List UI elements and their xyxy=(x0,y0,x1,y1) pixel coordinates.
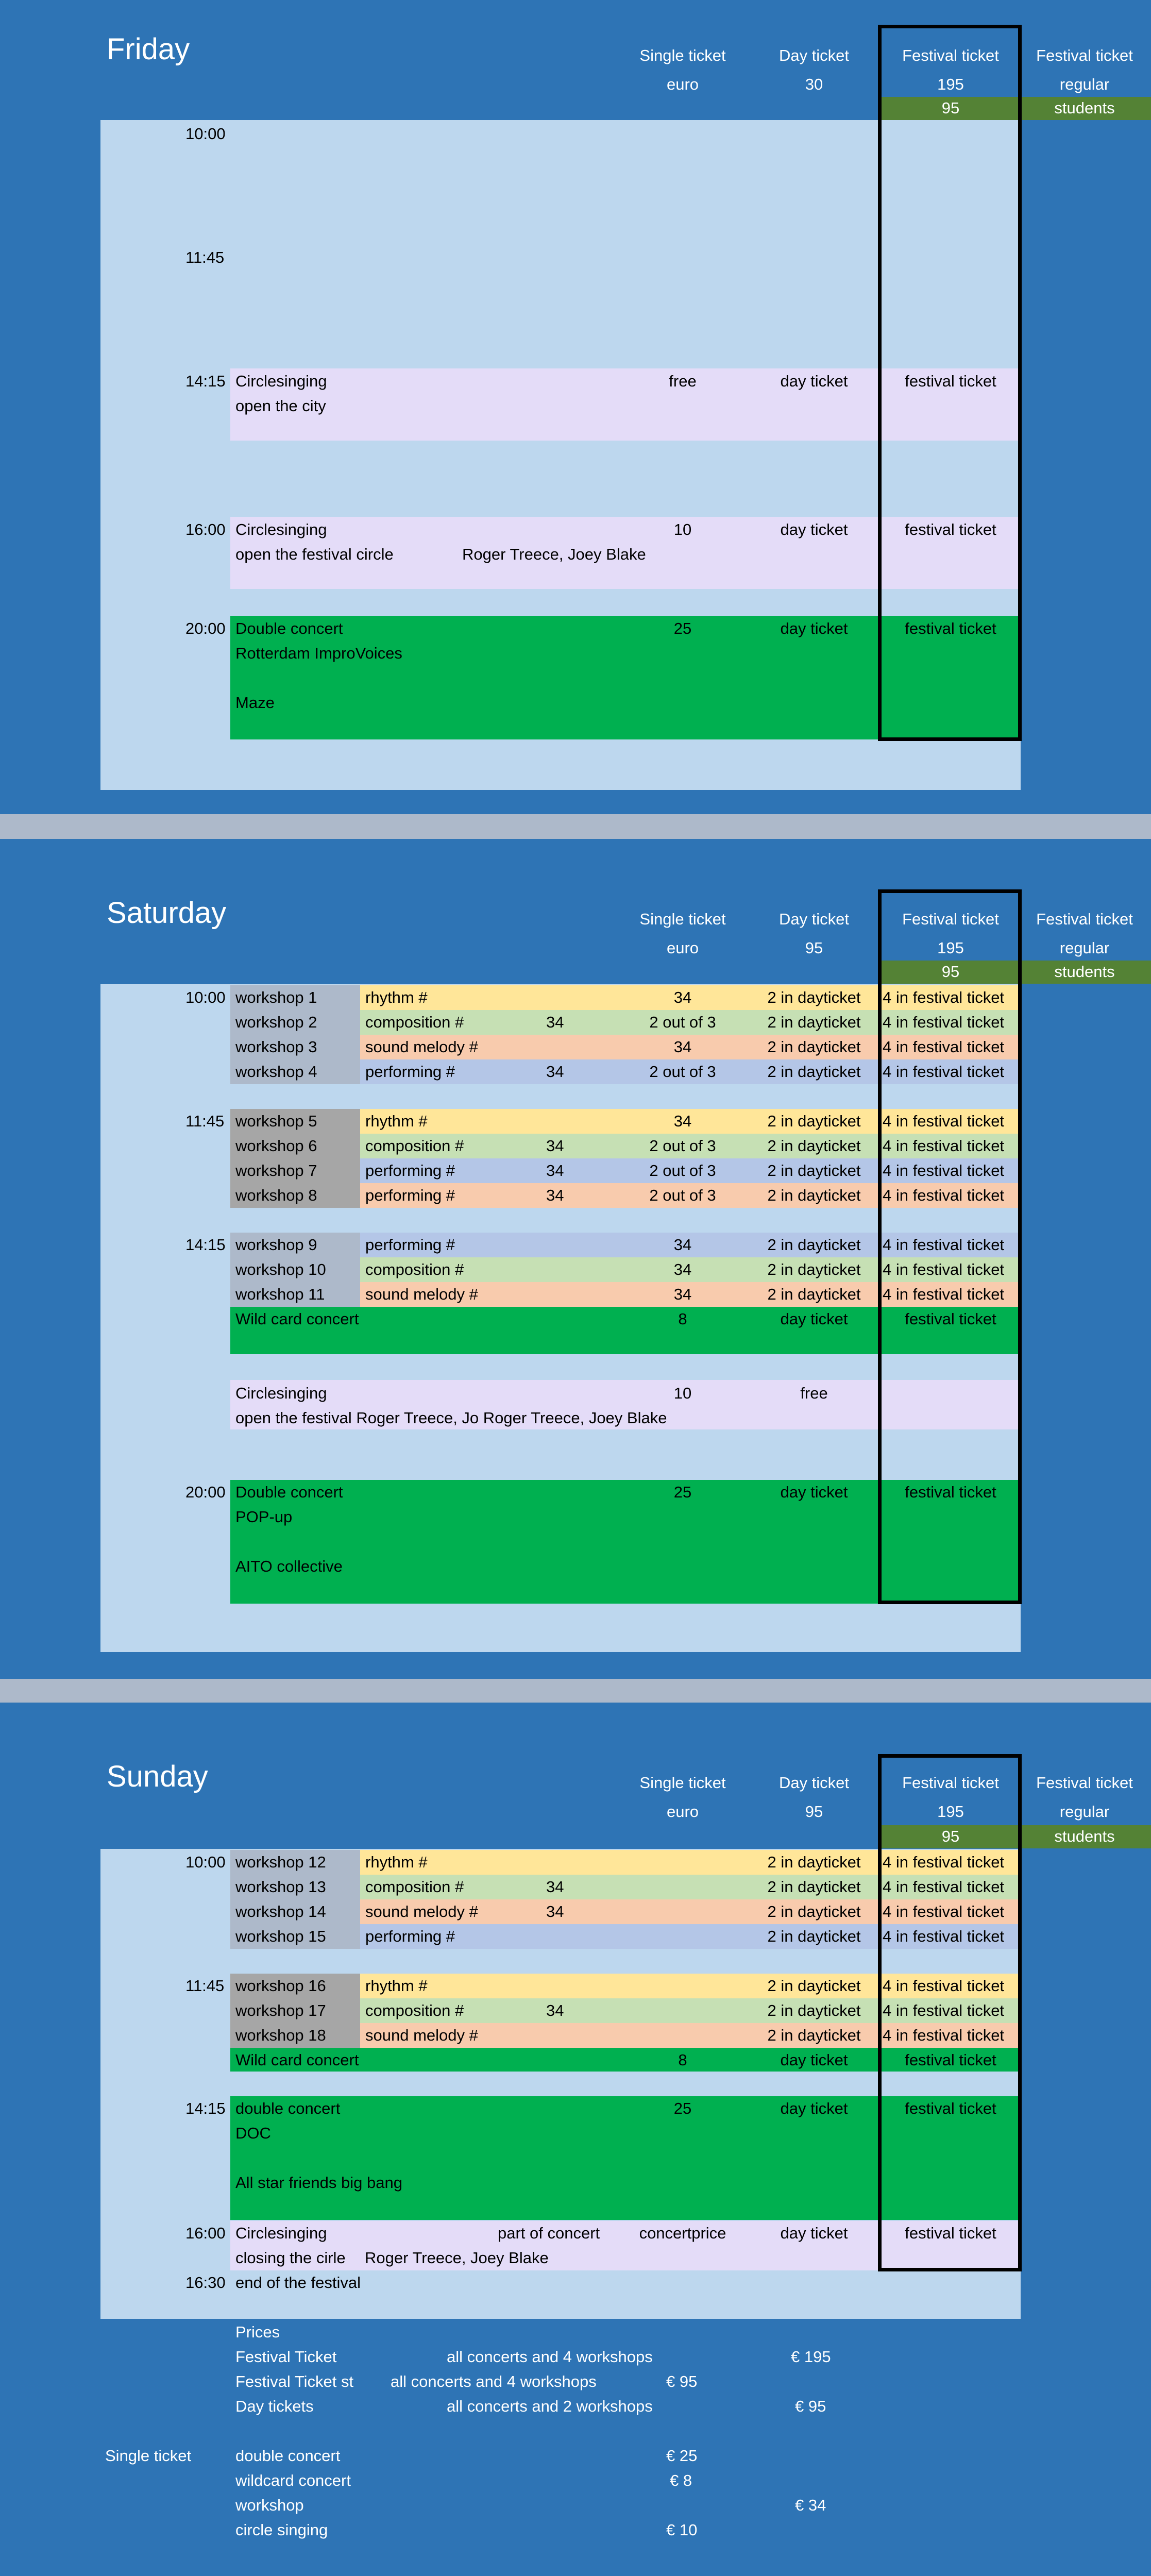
festival-column-outline xyxy=(878,25,1022,741)
day-ticket-cell: day ticket xyxy=(780,1483,848,1501)
festival-price: 195 xyxy=(937,75,964,93)
workshop-name: workshop 5 xyxy=(235,1112,317,1130)
festival-column-outline xyxy=(878,889,1022,1604)
workshop-topic: performing # xyxy=(365,1927,455,1945)
workshop-festival: 4 in festival ticket xyxy=(883,1927,1005,1945)
students-label: students xyxy=(1054,963,1115,981)
workshop-topic: sound melody # xyxy=(365,1038,478,1056)
event-subtitle: DOC xyxy=(235,2124,271,2142)
workshop-single: 34 xyxy=(673,988,692,1006)
single-price: 25 xyxy=(673,619,692,637)
workshop-festival: 4 in festival ticket xyxy=(883,1038,1005,1056)
workshop-mid: 34 xyxy=(546,1161,564,1180)
day-price: 95 xyxy=(805,939,823,957)
event-name: Circlesinging xyxy=(235,2224,327,2242)
workshop-name: workshop 16 xyxy=(235,1977,326,1995)
day-ticket-cell: day ticket xyxy=(780,520,848,538)
workshop-festival: 4 in festival ticket xyxy=(883,1063,1005,1081)
event-people: Roger Treece, Joey Blake xyxy=(462,545,646,563)
workshop-name: workshop 10 xyxy=(235,1260,326,1278)
time-label: 20:00 xyxy=(185,1483,226,1501)
workshop-festival: 4 in festival ticket xyxy=(883,1285,1005,1303)
currency-label: euro xyxy=(666,939,699,957)
workshop-festival: 4 in festival ticket xyxy=(883,2026,1005,2044)
workshop-name: workshop 9 xyxy=(235,1236,317,1254)
workshop-topic: rhythm # xyxy=(365,1112,428,1130)
day-ticket-cell: free xyxy=(800,1384,828,1402)
workshop-name: workshop 6 xyxy=(235,1137,317,1155)
workshop-festival: 4 in festival ticket xyxy=(883,1013,1005,1031)
price-row-label: Festival Ticket st xyxy=(235,2372,354,2390)
workshop-topic: composition # xyxy=(365,1878,464,1896)
time-label: 10:00 xyxy=(185,125,226,143)
workshop-single: 34 xyxy=(673,1038,692,1056)
workshop-name: workshop 14 xyxy=(235,1902,326,1921)
workshop-name: workshop 7 xyxy=(235,1161,317,1180)
saturday-title: Saturday xyxy=(107,896,227,930)
workshop-single: 2 out of 3 xyxy=(649,1137,716,1155)
festival-ticket-cell: festival ticket xyxy=(905,2224,996,2242)
price-row-desc: all concerts and 4 workshops xyxy=(391,2372,597,2390)
end-of-festival: end of the festival xyxy=(235,2274,361,2292)
festival-ticket-cell: festival ticket xyxy=(905,2099,996,2117)
event-name: Wild card concert xyxy=(235,2051,359,2069)
header-festival-ticket: Festival ticket xyxy=(902,910,999,928)
festival-price: 195 xyxy=(937,939,964,957)
friday-title: Friday xyxy=(107,32,190,66)
workshop-day: 2 in dayticket xyxy=(767,2026,861,2044)
time-label: 20:00 xyxy=(185,619,226,637)
event-subtitle-2: All star friends big bang xyxy=(235,2174,402,2192)
regular-label: regular xyxy=(1059,75,1110,93)
event-name: Circlesinging xyxy=(235,1384,327,1402)
workshop-name: workshop 2 xyxy=(235,1013,317,1031)
day-price: 30 xyxy=(805,75,823,93)
header-festival-ticket-2: Festival ticket xyxy=(1036,46,1133,64)
workshop-day: 2 in dayticket xyxy=(767,1137,861,1155)
festival-column-outline xyxy=(878,1754,1022,2271)
event-subtitle-2: Maze xyxy=(235,694,275,712)
time-label: 11:45 xyxy=(185,1977,225,1995)
workshop-name: workshop 12 xyxy=(235,1853,326,1871)
workshop-topic: rhythm # xyxy=(365,1853,428,1871)
header-festival-ticket-2: Festival ticket xyxy=(1036,1774,1133,1792)
day-ticket-cell: day ticket xyxy=(780,2099,848,2117)
time-label: 10:00 xyxy=(185,1853,226,1871)
single-price: 25 xyxy=(673,1483,692,1501)
single-price-label: double concert xyxy=(235,2447,341,2465)
workshop-day: 2 in dayticket xyxy=(767,1161,861,1180)
time-label: 10:00 xyxy=(185,988,226,1006)
single-price-value: € 10 xyxy=(666,2521,698,2539)
workshop-day: 2 in dayticket xyxy=(767,1112,861,1130)
workshop-day: 2 in dayticket xyxy=(767,1927,861,1945)
workshop-name: workshop 18 xyxy=(235,2026,326,2044)
currency-label: euro xyxy=(666,75,699,93)
single-price-value: € 8 xyxy=(670,2471,692,2489)
single-price: concertprice xyxy=(639,2224,726,2242)
workshop-day: 2 in dayticket xyxy=(767,988,861,1006)
student-price: 95 xyxy=(941,1827,960,1845)
workshop-single: 2 out of 3 xyxy=(649,1013,716,1031)
single-ticket-label: Single ticket xyxy=(105,2447,192,2465)
regular-label: regular xyxy=(1059,939,1110,957)
workshop-single: 2 out of 3 xyxy=(649,1186,716,1204)
header-day-ticket: Day ticket xyxy=(778,46,850,64)
time-label: 11:45 xyxy=(185,1112,225,1130)
single-price-label: workshop xyxy=(235,2496,304,2514)
workshop-single: 2 out of 3 xyxy=(649,1161,716,1180)
workshop-festival: 4 in festival ticket xyxy=(883,1977,1005,1995)
workshop-mid: 34 xyxy=(546,1063,564,1081)
workshop-mid: 34 xyxy=(546,1137,564,1155)
festival-ticket-cell: festival ticket xyxy=(905,2051,996,2069)
event-name: Double concert xyxy=(235,1483,343,1501)
workshop-day: 2 in dayticket xyxy=(767,1878,861,1896)
festival-ticket-cell: festival ticket xyxy=(905,520,996,538)
event-subtitle-2: AITO collective xyxy=(235,1557,343,1575)
sunday-title: Sunday xyxy=(107,1760,208,1793)
workshop-festival: 4 in festival ticket xyxy=(883,1878,1005,1896)
workshop-day: 2 in dayticket xyxy=(767,1977,861,1995)
single-price: 8 xyxy=(678,1310,687,1328)
single-price-label: circle singing xyxy=(235,2521,328,2539)
workshop-topic: sound melody # xyxy=(365,2026,478,2044)
event-name: double concert xyxy=(235,2099,341,2117)
workshop-single: 34 xyxy=(673,1285,692,1303)
event-subtitle: POP-up xyxy=(235,1508,293,1526)
single-price: 10 xyxy=(673,1384,692,1402)
festival-ticket-cell: festival ticket xyxy=(905,1310,996,1328)
time-label: 16:00 xyxy=(185,2224,226,2242)
event-name: Double concert xyxy=(235,619,343,637)
workshop-single: 34 xyxy=(673,1112,692,1130)
event-subtitle: Rotterdam ImproVoices xyxy=(235,644,402,662)
workshop-name: workshop 1 xyxy=(235,988,317,1006)
workshop-topic: rhythm # xyxy=(365,1977,428,1995)
workshop-day: 2 in dayticket xyxy=(767,1038,861,1056)
single-price: 8 xyxy=(678,2051,687,2069)
workshop-festival: 4 in festival ticket xyxy=(883,1260,1005,1278)
price-row-label: Festival Ticket xyxy=(235,2348,337,2366)
students-label: students xyxy=(1054,1827,1115,1845)
workshop-festival: 4 in festival ticket xyxy=(883,1853,1005,1871)
header-festival-ticket: Festival ticket xyxy=(902,46,999,64)
single-price-label: wildcard concert xyxy=(235,2471,351,2489)
festival-price: 195 xyxy=(937,1803,964,1821)
workshop-mid: 34 xyxy=(546,1186,564,1204)
workshop-topic: composition # xyxy=(365,1013,464,1031)
day-ticket-cell: day ticket xyxy=(780,619,848,637)
time-label: 14:15 xyxy=(185,2099,226,2117)
workshop-single: 2 out of 3 xyxy=(649,1063,716,1081)
section-divider xyxy=(0,1679,1151,1703)
header-single-ticket: Single ticket xyxy=(639,910,726,928)
header-single-ticket: Single ticket xyxy=(639,46,726,64)
time-label: 16:00 xyxy=(185,520,226,538)
event-subtitle: closing the cirle xyxy=(235,2249,346,2267)
single-price-value: € 34 xyxy=(795,2496,826,2514)
event-people: Roger Treece, Joey Blake xyxy=(365,2249,549,2267)
workshop-festival: 4 in festival ticket xyxy=(883,1186,1005,1204)
workshop-name: workshop 15 xyxy=(235,1927,326,1945)
workshop-topic: sound melody # xyxy=(365,1902,478,1921)
workshop-festival: 4 in festival ticket xyxy=(883,1112,1005,1130)
workshop-name: workshop 13 xyxy=(235,1878,326,1896)
time-label: 14:15 xyxy=(185,1236,226,1254)
workshop-day: 2 in dayticket xyxy=(767,1013,861,1031)
workshop-festival: 4 in festival ticket xyxy=(883,1902,1005,1921)
workshop-festival: 4 in festival ticket xyxy=(883,1161,1005,1180)
currency-label: euro xyxy=(666,1803,699,1821)
workshop-topic: composition # xyxy=(365,2001,464,2019)
student-price: 95 xyxy=(941,963,960,981)
workshop-name: workshop 17 xyxy=(235,2001,326,2019)
header-single-ticket: Single ticket xyxy=(639,1774,726,1792)
workshop-day: 2 in dayticket xyxy=(767,1853,861,1871)
workshop-day: 2 in dayticket xyxy=(767,1063,861,1081)
workshop-topic: sound melody # xyxy=(365,1285,478,1303)
workshop-festival: 4 in festival ticket xyxy=(883,1236,1005,1254)
workshop-day: 2 in dayticket xyxy=(767,1285,861,1303)
section-divider xyxy=(0,814,1151,839)
event-subtitle: open the city xyxy=(235,397,326,415)
workshop-festival: 4 in festival ticket xyxy=(883,1137,1005,1155)
prices-title: Prices xyxy=(235,2323,280,2341)
festival-ticket-cell: festival ticket xyxy=(905,619,996,637)
price-row-label: Day tickets xyxy=(235,2397,314,2415)
workshop-topic: composition # xyxy=(365,1137,464,1155)
workshop-mid: 34 xyxy=(546,1013,564,1031)
workshop-day: 2 in dayticket xyxy=(767,1260,861,1278)
header-day-ticket: Day ticket xyxy=(778,910,850,928)
price-row-value: € 95 xyxy=(795,2397,826,2415)
price-row-value: € 95 xyxy=(666,2372,698,2390)
event-subtitle: open the festival circle xyxy=(235,545,394,563)
single-price: 25 xyxy=(673,2099,692,2117)
day-ticket-cell: day ticket xyxy=(780,2224,848,2242)
workshop-single: 34 xyxy=(673,1260,692,1278)
workshop-name: workshop 11 xyxy=(235,1285,325,1303)
student-price: 95 xyxy=(941,99,960,117)
day-ticket-cell: day ticket xyxy=(780,372,848,390)
header-festival-ticket: Festival ticket xyxy=(902,1774,999,1792)
festival-ticket-cell: festival ticket xyxy=(905,372,996,390)
workshop-day: 2 in dayticket xyxy=(767,2001,861,2019)
workshop-day: 2 in dayticket xyxy=(767,1236,861,1254)
festival-ticket-cell: festival ticket xyxy=(905,1483,996,1501)
price-row-value: € 195 xyxy=(791,2348,831,2366)
workshop-name: workshop 8 xyxy=(235,1186,317,1204)
event-name: Wild card concert xyxy=(235,1310,359,1328)
price-row-desc: all concerts and 2 workshops xyxy=(447,2397,653,2415)
day-ticket-cell: day ticket xyxy=(780,1310,848,1328)
workshop-topic: rhythm # xyxy=(365,988,428,1006)
price-row-desc: all concerts and 4 workshops xyxy=(447,2348,653,2366)
event-name: Circlesinging xyxy=(235,372,327,390)
workshop-day: 2 in dayticket xyxy=(767,1186,861,1204)
time-label: 16:30 xyxy=(185,2274,226,2292)
single-price: 10 xyxy=(673,520,692,538)
event-subtitle: open the festival Roger Treece, Jo Roger Treece, Joey Blake xyxy=(235,1409,667,1427)
workshop-topic: performing # xyxy=(365,1186,455,1204)
students-label: students xyxy=(1054,99,1115,117)
workshop-day: 2 in dayticket xyxy=(767,1902,861,1921)
workshop-name: workshop 3 xyxy=(235,1038,317,1056)
workshop-mid: 34 xyxy=(546,1902,564,1921)
workshop-festival: 4 in festival ticket xyxy=(883,988,1005,1006)
workshop-topic: composition # xyxy=(365,1260,464,1278)
workshop-festival: 4 in festival ticket xyxy=(883,2001,1005,2019)
workshop-mid: 34 xyxy=(546,2001,564,2019)
workshop-single: 34 xyxy=(673,1236,692,1254)
day-price: 95 xyxy=(805,1803,823,1821)
workshop-topic: performing # xyxy=(365,1161,455,1180)
header-day-ticket: Day ticket xyxy=(778,1774,850,1792)
workshop-topic: performing # xyxy=(365,1063,455,1081)
event-name: Circlesinging xyxy=(235,520,327,538)
time-label: 11:45 xyxy=(185,248,225,266)
single-price-value: € 25 xyxy=(666,2447,698,2465)
workshop-topic: performing # xyxy=(365,1236,455,1254)
single-price: free xyxy=(669,372,697,390)
day-ticket-cell: day ticket xyxy=(780,2051,848,2069)
workshop-mid: 34 xyxy=(546,1878,564,1896)
regular-label: regular xyxy=(1059,1803,1110,1821)
header-festival-ticket-2: Festival ticket xyxy=(1036,910,1133,928)
part-of-concert: part of concert xyxy=(498,2224,600,2242)
time-label: 14:15 xyxy=(185,372,226,390)
workshop-name: workshop 4 xyxy=(235,1063,317,1081)
